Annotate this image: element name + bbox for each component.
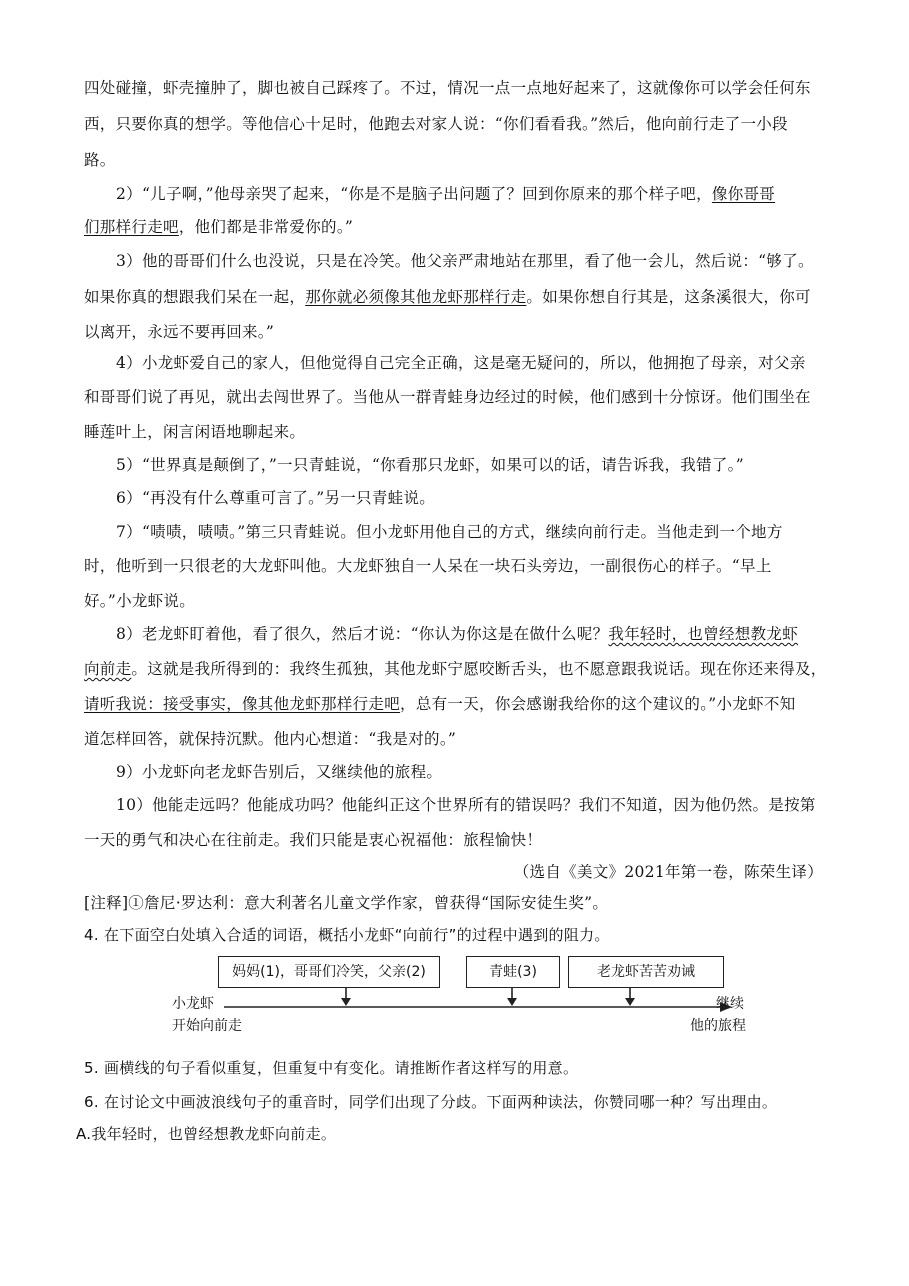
p4-line-3: 睡莲叶上，闲言闲语地聊起来。 bbox=[84, 423, 306, 441]
p2-line-2 bbox=[84, 217, 353, 237]
start-label-1: 小龙虾 bbox=[172, 996, 214, 1012]
end-label-2: 他的旅程 bbox=[690, 1018, 746, 1034]
p2-underlined-2: 们那样行走吧 bbox=[84, 218, 179, 236]
diagram-box-old-lobster: 老龙虾苦苦劝诫 bbox=[568, 956, 724, 988]
question-6: 6. 在讨论文中画波浪线句子的重音时，同学们出现了分歧。下面两种读法，你赞同哪一种？写出理由。 bbox=[84, 1093, 778, 1111]
diagram-box-family: 妈妈(1)，哥哥们冷笑，父亲(2) bbox=[218, 956, 440, 988]
p8-wavy-1: 我年轻时，也曾经想教龙虾 bbox=[608, 625, 798, 643]
p8-text-c: ，总有一天，你会感谢我给你的这个建议的。”小龙虾不知 bbox=[400, 695, 796, 713]
p4-line-2: 和哥哥们说了再见，就出去闯世界了。当他从一群青蛙身边经过的时候，他们感到十分惊讶。他们围坐在 bbox=[84, 388, 811, 406]
question-5: 5. 画横线的句子看似重复，但重复中有变化。请推断作者这样写的用意。 bbox=[84, 1059, 579, 1077]
p2-text-b: ，他们都是非常爱你的。” bbox=[178, 218, 354, 236]
p7-line-3: 好。”小龙虾说。 bbox=[84, 592, 196, 610]
p3-line-2 bbox=[84, 287, 811, 307]
p9-line: 9）小龙虾向老龙虾告别后，又继续他的旅程。 bbox=[116, 763, 443, 781]
question-4: 4. 在下面空白处填入合适的词语，概括小龙虾“向前行”的过程中遇到的阻力。 bbox=[84, 926, 610, 944]
p1-line-2: 西，只要你真的想学。等他信心十足时，他跑去对家人说：“你们看看我。”然后，他向前行走了一小段 bbox=[84, 115, 788, 133]
p8-line-4: 道怎样回答，就保持沉默。他内心想道：“我是对的。” bbox=[84, 730, 457, 748]
p8-text-b: 。这就是我所得到的：我终生孤独，其他龙虾宁愿咬断舌头，也不愿意跟我说话。现在你还来得及， bbox=[131, 660, 827, 678]
p7-line-2: 时，他听到一只很老的大龙虾叫他。大龙虾独自一人呆在一块石头旁边，一副很伤心的样子。“早上 bbox=[84, 557, 772, 575]
start-label-2: 开始向前走 bbox=[172, 1018, 242, 1034]
source-citation: （选自《美文》2021年第一卷，陈荣生译） bbox=[513, 863, 823, 881]
arrow-down-1 bbox=[341, 987, 351, 1006]
end-label-1: 继续 bbox=[716, 996, 744, 1012]
p1-line-1: 四处碰撞，虾壳撞肿了，脚也被自己踩疼了。不过，情况一点一点地好起来了，这就像你可以学会任何东 bbox=[84, 79, 811, 97]
diagram-arrows bbox=[160, 950, 780, 1040]
p6-line: 6）“再没有什么尊重可言了。”另一只青蛙说。 bbox=[116, 489, 436, 507]
p3-text-b: 。如果你想自行其是，这条溪很大，你可 bbox=[526, 288, 811, 306]
p10-line-1: 10）他能走远吗？他能成功吗？他能纠正这个世界所有的错误吗？我们不知道，因为他仍然。是按第 bbox=[116, 796, 816, 814]
p3-underlined: 那你就必须像其他龙虾那样行走 bbox=[305, 288, 527, 306]
p10-line-2: 一天的勇气和决心在往前走。我们只能是衷心祝福他：旅程愉快！ bbox=[84, 831, 543, 849]
p8-wavy-2: 向前走 bbox=[84, 660, 132, 678]
obstacle-diagram bbox=[160, 950, 780, 1040]
p2-underlined-1: 像你哥哥 bbox=[711, 185, 776, 203]
p8-line-1 bbox=[116, 624, 798, 644]
p8-underlined: 请听我说：接受事实，像其他龙虾那样行走吧 bbox=[84, 695, 401, 713]
p4-line-1: 4）小龙虾爱自己的家人，但他觉得自己完全正确，这是毫无疑问的，所以，他拥抱了母亲，对父亲 bbox=[116, 354, 806, 372]
p3-line-1: 3）他的哥哥们什么也没说，只是在冷笑。他父亲严肃地站在那里，看了他一会儿，然后说：“够了。 bbox=[116, 252, 814, 270]
p2-text-a: 2）“儿子啊，”他母亲哭了起来，“你是不是脑子出问题了？回到你原来的那个样子吧， bbox=[116, 185, 712, 203]
arrow-down-2 bbox=[507, 987, 517, 1006]
p1-line-3: 路。 bbox=[84, 151, 116, 169]
p5-line: 5）“世界真是颠倒了，”一只青蛙说，“你看那只龙虾，如果可以的话，请告诉我，我错了。” bbox=[116, 456, 744, 474]
question-6-option-a: A.我年轻时，也曾经想教龙虾向前走。 bbox=[76, 1125, 337, 1143]
p3-line-3: 以离开，永远不要再回来。” bbox=[84, 323, 275, 341]
p8-line-3 bbox=[84, 694, 796, 714]
p8-line-2 bbox=[84, 659, 827, 679]
p2-line-1 bbox=[116, 184, 775, 204]
arrow-down-3 bbox=[625, 987, 635, 1006]
diagram-box-frogs: 青蛙(3) bbox=[466, 956, 560, 988]
p8-text-a: 8）老龙虾盯着他，看了很久，然后才说：“你认为你这是在做什么呢？ bbox=[116, 625, 609, 643]
p7-line-1: 7）“啧啧，啧啧。”第三只青蛙说。但小龙虾用他自己的方式，继续向前行走。当他走到一个地方 bbox=[116, 523, 783, 541]
p3-text-a: 如果你真的想跟我们呆在一起， bbox=[84, 288, 306, 306]
annotation-note: [注释]①詹尼·罗达利：意大利著名儿童文学作家，曾获得“国际安徒生奖”。 bbox=[84, 894, 609, 912]
